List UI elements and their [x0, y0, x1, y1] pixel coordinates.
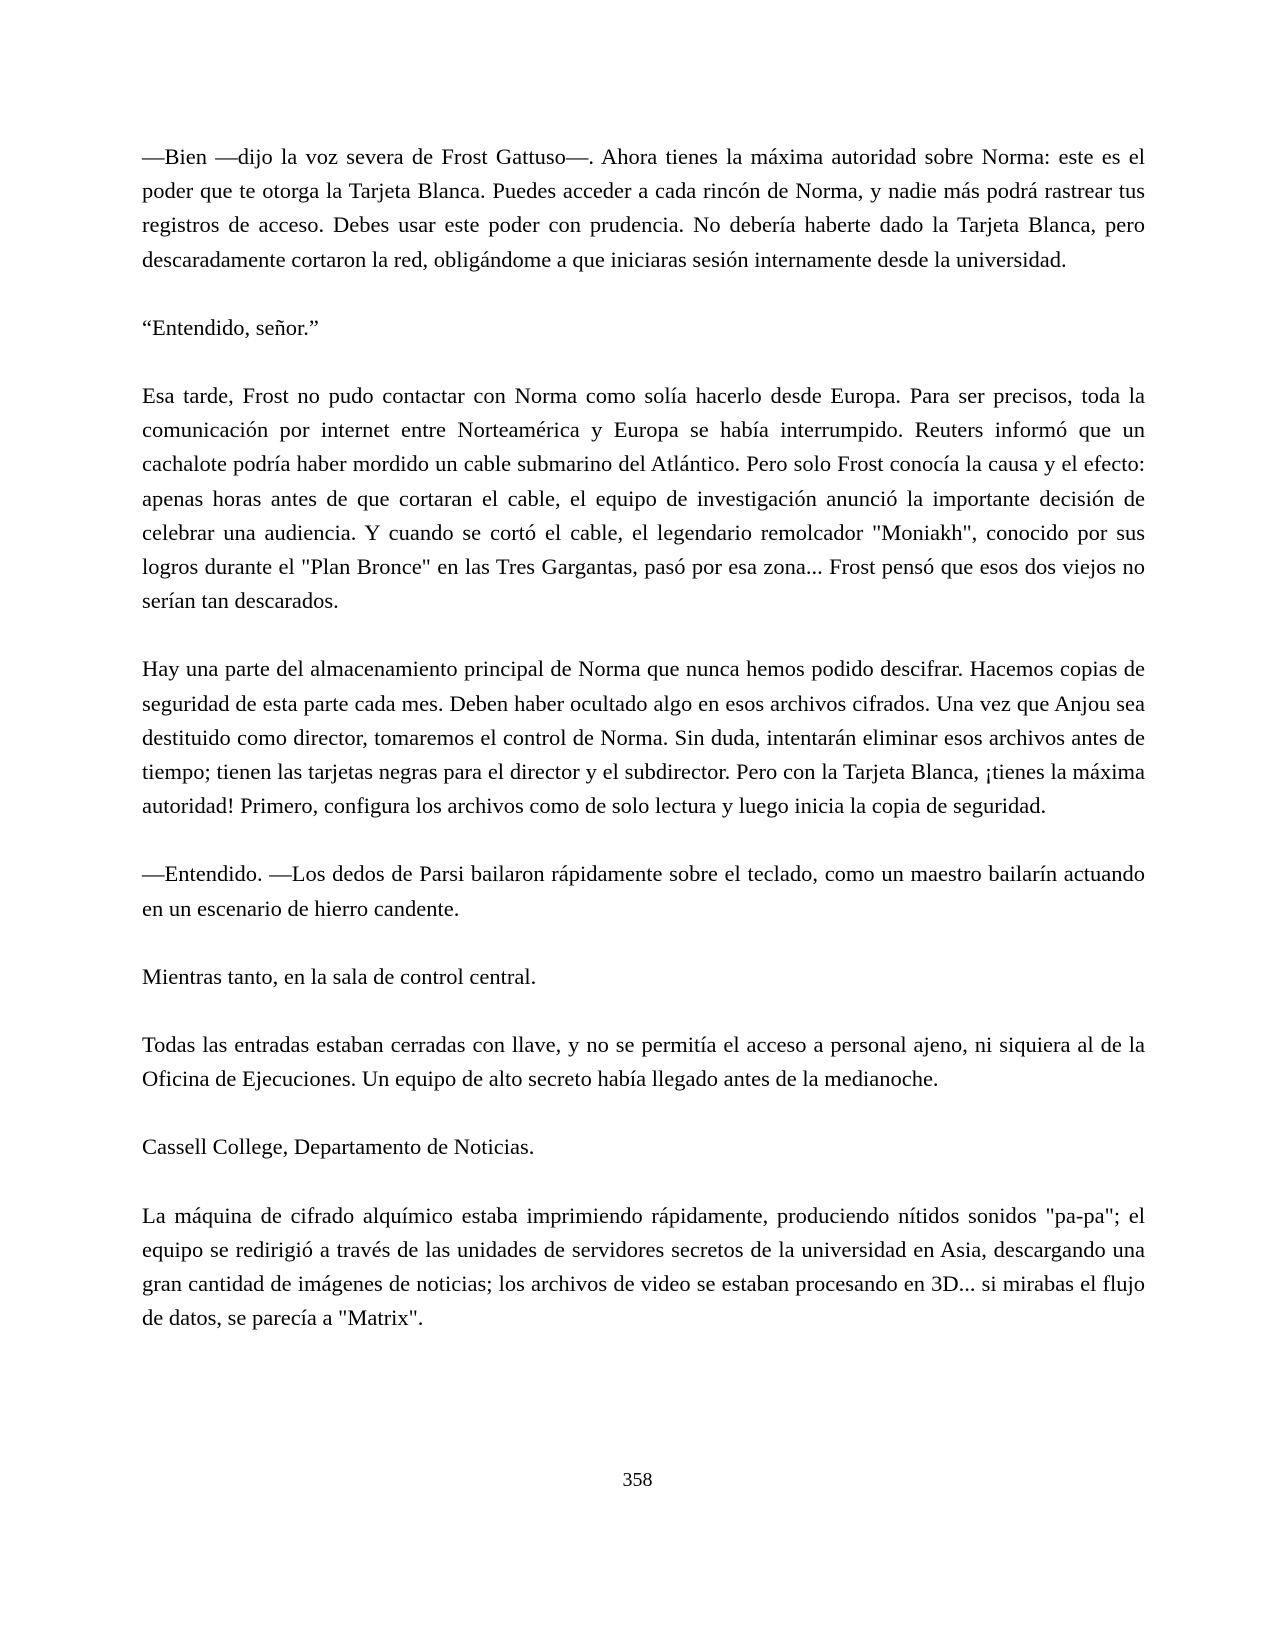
paragraph-6: Mientras tanto, en la sala de control central. [142, 963, 537, 989]
paragraph-3: Esa tarde, Frost no pudo contactar con Norma como solía hacerlo desde Europa. Para ser precisos, toda la comunicación por internet entre Norteamérica y Europa se había interrumpido. Reuters informó que un cachalote podría haber mordido un cable submarino del Atlántico. Pero solo Frost conocía la causa y el efecto: apenas horas antes de que cortaran el cable, el equipo de investigación anunció la importante decisión de celebrar una audiencia. Y cuando se cortó el cable, el legendario remolcador "Moniakh", conocido por sus logros durante el "Plan Bronce" en las Tres Gargantas, pasó por esa zona... Frost pensó que esos dos viejos no serían tan descarados. [142, 383, 1145, 614]
page-number: 358 [622, 1469, 653, 1491]
paragraph-4: Hay una parte del almacenamiento principal de Norma que nunca hemos podido descifrar. Hacemos copias de seguridad de esta parte cada mes. Deben haber ocultado algo en esos archivos cifrados. Una vez que Anjou sea destituido como director, tomaremos el control de Norma. Sin duda, intentarán eliminar esos archivos antes de tiempo; tienen las tarjetas negras para el director y el subdirector. Pero con la Tarjeta Blanca, ¡tienes la máxima autoridad! Primero, configura los archivos como de solo lectura y luego inicia la copia de seguridad. [142, 656, 1145, 819]
paragraph-7: Todas las entradas estaban cerradas con llave, y no se permitía el acceso a personal ajeno, ni siquiera al de la Oficina de Ejecuciones. Un equipo de alto secreto había llegado antes de la medianoche. [142, 1032, 1145, 1092]
paragraph-1: —Bien —dijo la voz severa de Frost Gattuso—. Ahora tienes la máxima autoridad sobre Norma: este es el poder que te otorga la Tarjeta Blanca. Puedes acceder a cada rincón de Norma, y nadie más podrá rastrear tus registros de acceso. Debes usar este poder con prudencia. No debería haberte dado la Tarjeta Blanca, pero descaradamente cortaron la red, obligándome a que iniciaras sesión internamente desde la universidad. [142, 144, 1145, 272]
body-text-column [142, 140, 1145, 1335]
paragraph-8: Cassell College, Departamento de Noticias. [142, 1134, 535, 1160]
paragraph-5: —Entendido. —Los dedos de Parsi bailaron rápidamente sobre el teclado, como un maestro bailarín actuando en un escenario de hierro candente. [142, 861, 1145, 921]
paragraph-9: La máquina de cifrado alquímico estaba imprimiendo rápidamente, produciendo nítidos sonidos "pa-pa"; el equipo se redirigió a través de las unidades de servidores secretos de la universidad en Asia, descargando una gran cantidad de imágenes de noticias; los archivos de video se estaban procesando en 3D... si mirabas el flujo de datos, se parecía a "Matrix". [142, 1202, 1145, 1331]
paragraph-2: “Entendido, señor.” [142, 314, 319, 340]
